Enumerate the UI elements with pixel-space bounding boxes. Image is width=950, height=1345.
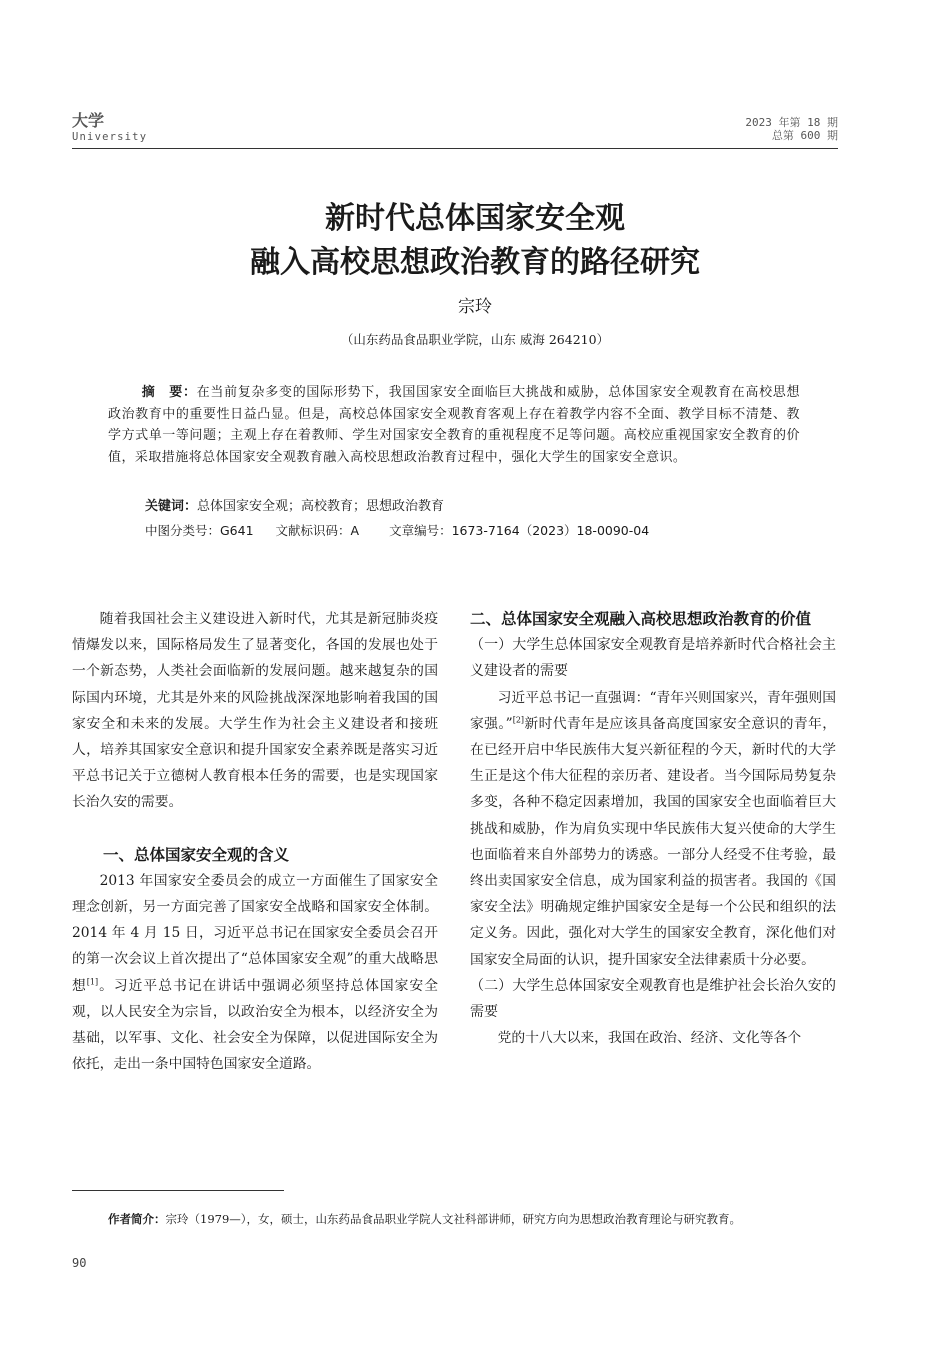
keywords xyxy=(145,497,444,517)
article-title-line-2: 融入高校思想政治教育的路径研究 xyxy=(250,245,700,280)
section-1-text-a: 2013 年国家安全委员会的成立一方面催生了国家安全理念创新，另一方面完善了国家安全战略和国家安全体制。2014 年 4 月 15 日，习近平总书记在国家安全委员会召开的第一次会议上首次提出了“总体国家安全观”的重大战略思想 xyxy=(72,872,438,994)
section-1-paragraph xyxy=(72,868,438,1078)
issue-number: 2023 年第 18 期 xyxy=(745,116,838,129)
journal-name-en: University xyxy=(72,131,148,143)
abstract xyxy=(108,382,800,468)
issue-total: 总第 600 期 xyxy=(771,129,838,142)
page-number: 90 xyxy=(72,1256,87,1270)
footnote-text: 宗玲（1979—），女，硕士，山东药品食品职业学院人文社科部讲师，研究方向为思想政治教育理论与研究教育。 xyxy=(165,1212,742,1226)
author-affiliation: （山东药品食品职业学院，山东 威海 264210） xyxy=(340,332,610,347)
header-divider xyxy=(72,148,838,149)
article-number: 文章编号：1673-7164（2023）18-0090-04 xyxy=(389,523,650,538)
section-1-heading: 一、总体国家安全观的含义 xyxy=(103,845,290,864)
subsection-1-paragraph xyxy=(470,685,836,973)
subsection-1-text-a: 习近平总书记一直强调：“青年兴则国家兴，青年强则国家强。” xyxy=(470,689,836,732)
article-title-line-1: 新时代总体国家安全观 xyxy=(325,201,625,236)
footnote-label: 作者简介： xyxy=(108,1212,166,1226)
subsection-1-heading: （一）大学生总体国家安全观教育是培养新时代合格社会主义建设者的需要 xyxy=(470,637,836,680)
author-name: 宗玲 xyxy=(458,297,492,317)
body-column-right xyxy=(470,606,836,1051)
abstract-text: 在当前复杂多变的国际形势下，我国国家安全面临巨大挑战和威胁，总体国家安全观教育在高校思想政治教育中的重要性日益凸显。但是，高校总体国家安全观教育客观上存在着教学内容不全面、教学目标不清楚、教学方式单一等问题；主观上存在着教师、学生对国家安全教育的重视程度不足等问题。高校应重视国家安全教育的价值，采取措施将总体国家安全观教育融入高校思想政治教育过程中，强化大学生的国家安全意识。 xyxy=(108,385,800,465)
issue-info xyxy=(745,116,838,142)
body-column-left xyxy=(72,606,438,1077)
citation-1: [1] xyxy=(86,977,99,987)
footnote-divider xyxy=(72,1190,284,1191)
clc-number: 中图分类号：G641 xyxy=(145,523,254,538)
classification-line xyxy=(145,521,649,541)
keywords-label: 关键词： xyxy=(145,499,198,514)
section-2-heading: 二、总体国家安全观融入高校思想政治教育的价值 xyxy=(470,610,812,628)
section-1-text-b: 。习近平总书记在讲话中强调必须坚持总体国家安全观，以人民安全为宗旨，以政治安全为根本，以经济安全为基础，以军事、文化、社会安全为保障，以促进国际安全为依托，走出一条中国特色国家安全道路。 xyxy=(72,977,439,1073)
subsection-1-text-b: 新时代青年是应该具备高度国家安全意识的青年，在已经开启中华民族伟大复兴新征程的今天，新时代的大学生正是这个伟大征程的亲历者、建设者。当今国际局势复杂多变，各种不稳定因素增加，我国的国家安全也面临着巨大挑战和威胁，作为肩负实现中华民族伟大复兴使命的大学生也面临着来自外部势力的诱惑。一部分人经受不住考验，最终出卖国家安全信息，成为国家利益的损害者。我国的《国家安全法》明确规定维护国家安全是每一个公民和组织的法定义务。因此，强化对大学生的国家安全教育，深化他们对国家安全局面的认识，提升国家安全法律素质十分必要。 xyxy=(470,715,837,968)
intro-paragraph: 随着我国社会主义建设进入新时代，尤其是新冠肺炎疫情爆发以来，国际格局发生了显著变化，各国的发展也处于一个新态势，人类社会面临新的发展问题。越来越复杂的国际国内环境，尤其是外来的风险挑战深深地影响着我国的国家安全和未来的发展。大学生作为社会主义建设者和接班人，培养其国家安全意识和提升国家安全素养既是落实习近平总书记关于立德树人教育根本任务的需要，也是实现国家长治久安的需要。 xyxy=(72,611,438,811)
subsection-2-paragraph: 党的十八大以来，我国在政治、经济、文化等各个 xyxy=(497,1030,802,1047)
author-bio-footnote xyxy=(108,1211,848,1227)
document-code: 文献标识码：A xyxy=(275,523,360,538)
subsection-2-heading: （二）大学生总体国家安全观教育也是维护社会长治久安的需要 xyxy=(470,977,836,1021)
citation-2: [2] xyxy=(512,715,525,725)
abstract-label: 摘 要： xyxy=(141,385,197,400)
keywords-text: 总体国家安全观；高校教育；思想政治教育 xyxy=(197,499,445,514)
journal-name-cn: 大学 xyxy=(72,111,105,130)
